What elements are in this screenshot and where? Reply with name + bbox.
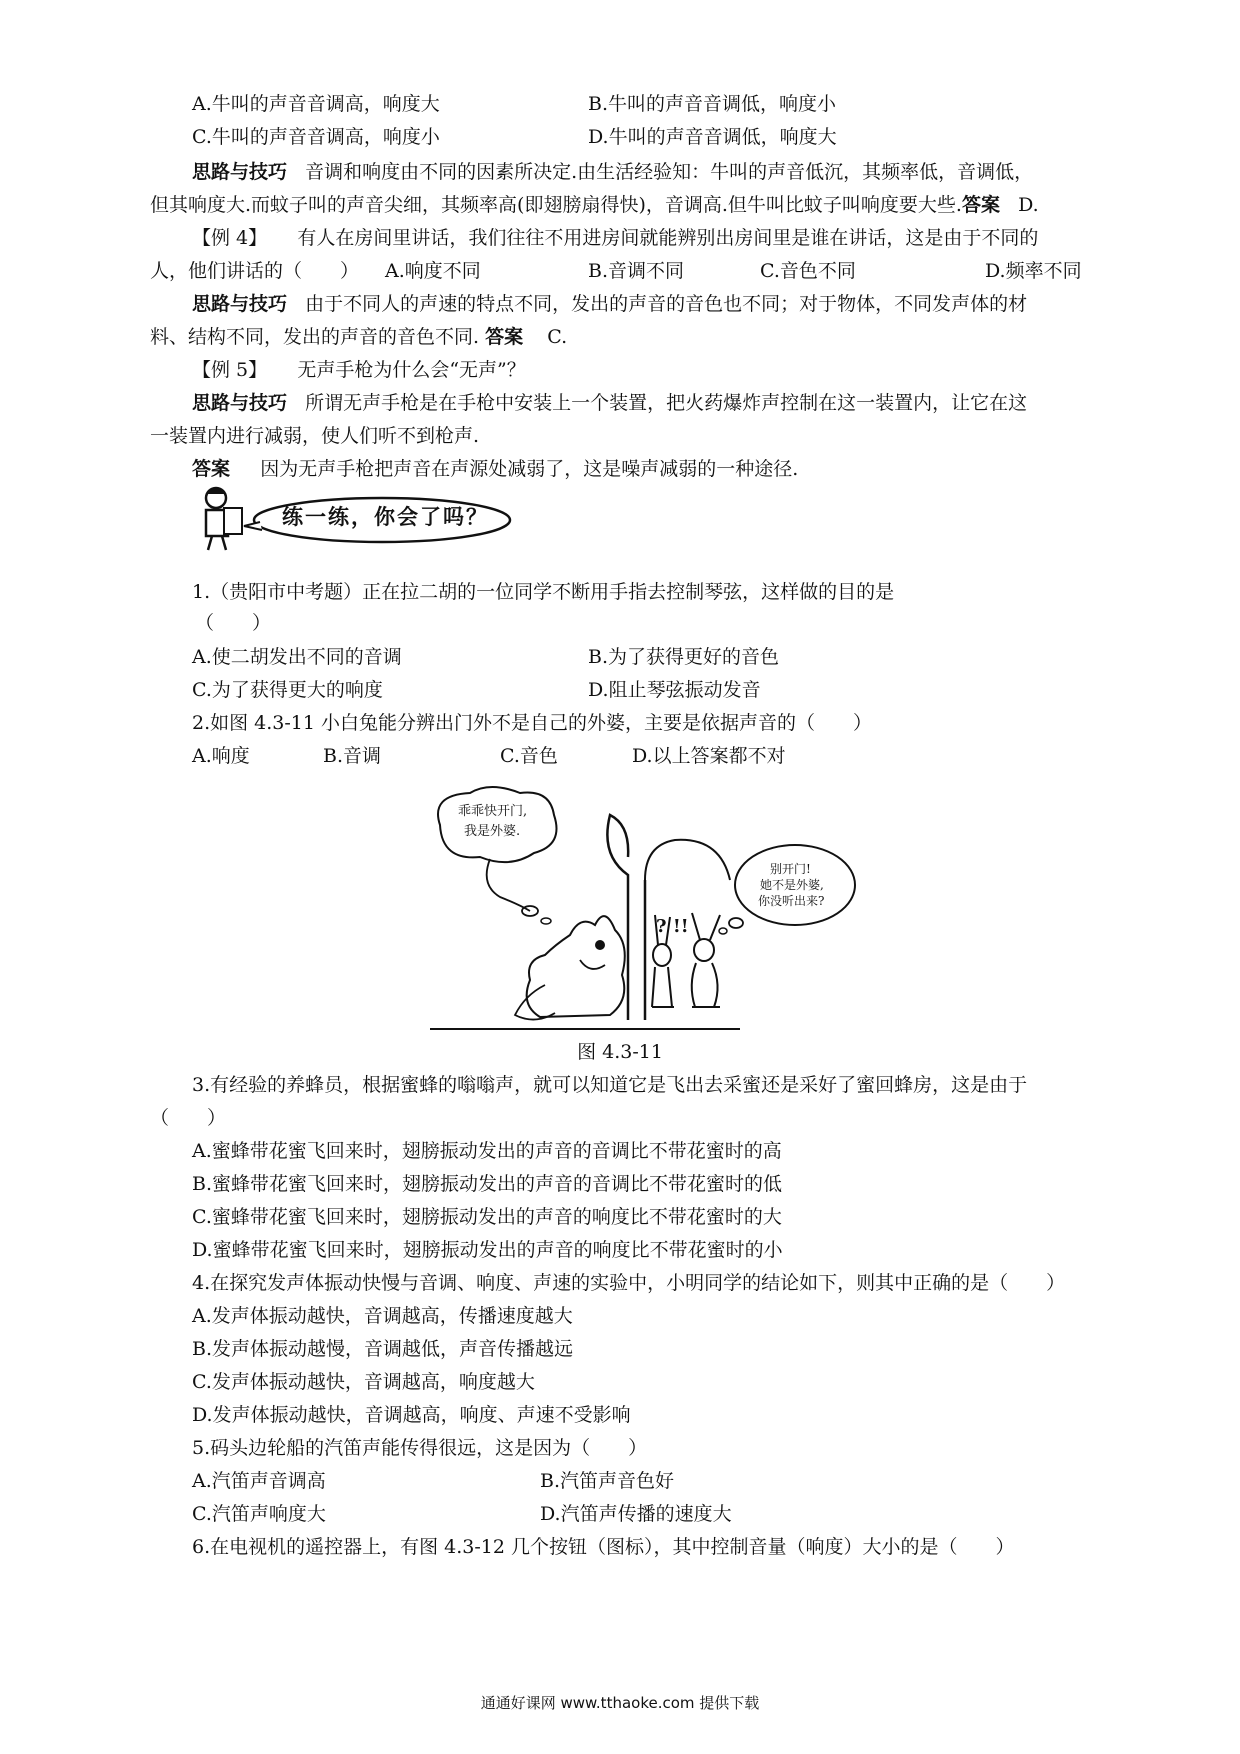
q4-option-b: B.发声体振动越慢，音调越低，声音传播越远 — [192, 1338, 574, 1360]
ex3-option-d: D.牛叫的声音音调低，响度大 — [588, 126, 837, 148]
q3-option-a: A.蜜蜂带花蜜飞回来时，翅膀振动发出的声音的音调比不带花蜜时的高 — [192, 1140, 782, 1162]
q3-option-b: B.蜜蜂带花蜜飞回来时，翅膀振动发出的声音的音调比不带花蜜时的低 — [192, 1173, 783, 1195]
q1-option-b: B.为了获得更好的音色 — [588, 646, 780, 668]
tip-label: 思路与技巧 — [192, 392, 288, 414]
ex3-tip-line-1 — [192, 158, 1033, 186]
practice-banner — [192, 482, 512, 552]
page-footer: 通通好课网 www.tthaoke.com 提供下载 — [480, 1694, 760, 1712]
q2-stem: 2.如图 4.3-11 小白兔能分辨出门外不是自己的外婆，主要是依据声音的（ ） — [192, 712, 873, 734]
ex5-question — [192, 356, 526, 384]
q4-option-d: D.发声体振动越快，音调越高，响度、声速不受影响 — [192, 1404, 631, 1426]
tip-text: 所谓无声手枪是在手枪中安装上一个装置，把火药爆炸声控制在这一装置内，让它在这 — [305, 392, 1028, 414]
ex4-tip-line-1 — [192, 290, 1027, 318]
ex3-option-b: B.牛叫的声音音调低，响度小 — [588, 93, 837, 115]
question-text: 有人在房间里讲话，我们往往不用进房间就能辨别出房间里是谁在讲话，这是由于不同的 — [297, 227, 1039, 249]
q2-option-c: C.音色 — [500, 745, 558, 767]
q5-option-b: B.汽笛声音色好 — [540, 1470, 675, 1492]
ex3-option-c: C.牛叫的声音音调高，响度小 — [192, 126, 440, 148]
ex4-option-a: A.响度不同 — [385, 260, 481, 282]
answer-label: 答案 — [485, 326, 524, 348]
example-label: 【例 4】 — [192, 227, 268, 249]
ex4-option-d: D.频率不同 — [985, 260, 1082, 282]
ex3-tip-line-2 — [150, 191, 1039, 219]
bubble-rabbit-line-3: 你没听出来? — [758, 894, 825, 908]
tip-label: 思路与技巧 — [192, 293, 288, 315]
tip-text: 料、结构不同，发出的声音的音色不同. — [150, 326, 480, 348]
ex5-answer — [192, 455, 798, 483]
tip-label: 思路与技巧 — [192, 161, 288, 183]
q2-option-d: D.以上答案都不对 — [632, 745, 786, 767]
ex4-question-line-2: 人，他们讲话的（ ） — [150, 260, 360, 282]
q5-option-a: A.汽笛声音调高 — [192, 1470, 326, 1492]
ex4-option-c: C.音色不同 — [760, 260, 856, 282]
q1-option-c: C.为了获得更大的响度 — [192, 679, 383, 701]
ex3-option-a: A.牛叫的声音音调高，响度大 — [192, 93, 440, 115]
bubble-rabbit-line-1: 别开门! — [770, 862, 811, 876]
answer-text: 因为无声手枪把声音在声源处减弱了，这是噪声减弱的一种途径. — [260, 458, 799, 480]
q3-option-d: D.蜜蜂带花蜜飞回来时，翅膀振动发出的声音的响度比不带花蜜时的小 — [192, 1239, 783, 1261]
ex4-tip-line-2 — [150, 323, 567, 351]
tip-text: 音调和响度由不同的因素所决定.由生活经验知：牛叫的声音低沉，其频率低，音调低， — [305, 161, 1034, 183]
q1-stem: 1.（贵阳市中考题）正在拉二胡的一位同学不断用手指去控制琴弦，这样做的目的是 — [192, 581, 895, 603]
q4-option-a: A.发声体振动越快，音调越高，传播速度越大 — [192, 1305, 573, 1327]
q4-stem: 4.在探究发声体振动快慢与音调、响度、声速的实验中，小明同学的结论如下，则其中正确的是（ ） — [192, 1272, 1066, 1294]
q3-stem: 3.有经验的养蜂员，根据蜜蜂的嗡嗡声，就可以知道它是飞出去采蜜还是采好了蜜回蜂房，这是由于 — [192, 1074, 1028, 1096]
ex4-option-b: B.音调不同 — [588, 260, 685, 282]
answer-label: 答案 — [961, 194, 1000, 216]
tip-text: 由于不同人的声速的特点不同，发出的声音的音色也不同；对于物体，不同发声体的材 — [305, 293, 1028, 315]
bubble-rabbit-line-2: 她不是外婆, — [760, 878, 824, 892]
figure-caption: 图 4.3-11 — [577, 1041, 663, 1063]
q1-blank: （ ） — [195, 612, 272, 634]
example-label: 【例 5】 — [192, 359, 268, 381]
question-text: 无声手枪为什么会“无声”？ — [297, 359, 526, 381]
answer-text: C. — [547, 326, 568, 348]
ex4-question-line-1 — [192, 224, 1038, 252]
q5-option-c: C.汽笛声响度大 — [192, 1503, 326, 1525]
figure-marks: ? !! — [656, 916, 689, 937]
bubble-wolf-line-1: 乖乖快开门, — [458, 804, 528, 819]
q5-stem: 5.码头边轮船的汽笛声能传得很远，这是因为（ ） — [192, 1437, 648, 1459]
q4-option-c: C.发声体振动越快，音调越高，响度越大 — [192, 1371, 535, 1393]
ex5-tip-line-2: 一装置内进行减弱，使人们听不到枪声. — [150, 425, 480, 447]
answer-label: 答案 — [192, 458, 231, 480]
figure-4-3-11 — [430, 785, 930, 1035]
bubble-wolf-line-2: 我是外婆. — [464, 824, 521, 839]
answer-text: D. — [1018, 194, 1039, 216]
q2-option-a: A.响度 — [192, 745, 250, 767]
q5-option-d: D.汽笛声传播的速度大 — [540, 1503, 732, 1525]
q1-option-d: D.阻止琴弦振动发音 — [588, 679, 761, 701]
ex5-tip-line-1 — [192, 389, 1027, 417]
q1-option-a: A.使二胡发出不同的音调 — [192, 646, 402, 668]
q2-option-b: B.音调 — [323, 745, 382, 767]
tip-text: 但其响度大.而蚊子叫的声音尖细，其频率高(即翅膀扇得快)，音调高.但牛叫比蚊子叫响度要大些. — [150, 194, 962, 216]
q3-blank: （ ） — [150, 1107, 227, 1129]
q6-stem: 6.在电视机的遥控器上，有图 4.3-12 几个按钮（图标），其中控制音量（响度）大小的是（ ） — [192, 1536, 1015, 1558]
q3-option-c: C.蜜蜂带花蜜飞回来时，翅膀振动发出的声音的响度比不带花蜜时的大 — [192, 1206, 782, 1228]
banner-text: 练一练，你会了吗？ — [282, 504, 489, 529]
